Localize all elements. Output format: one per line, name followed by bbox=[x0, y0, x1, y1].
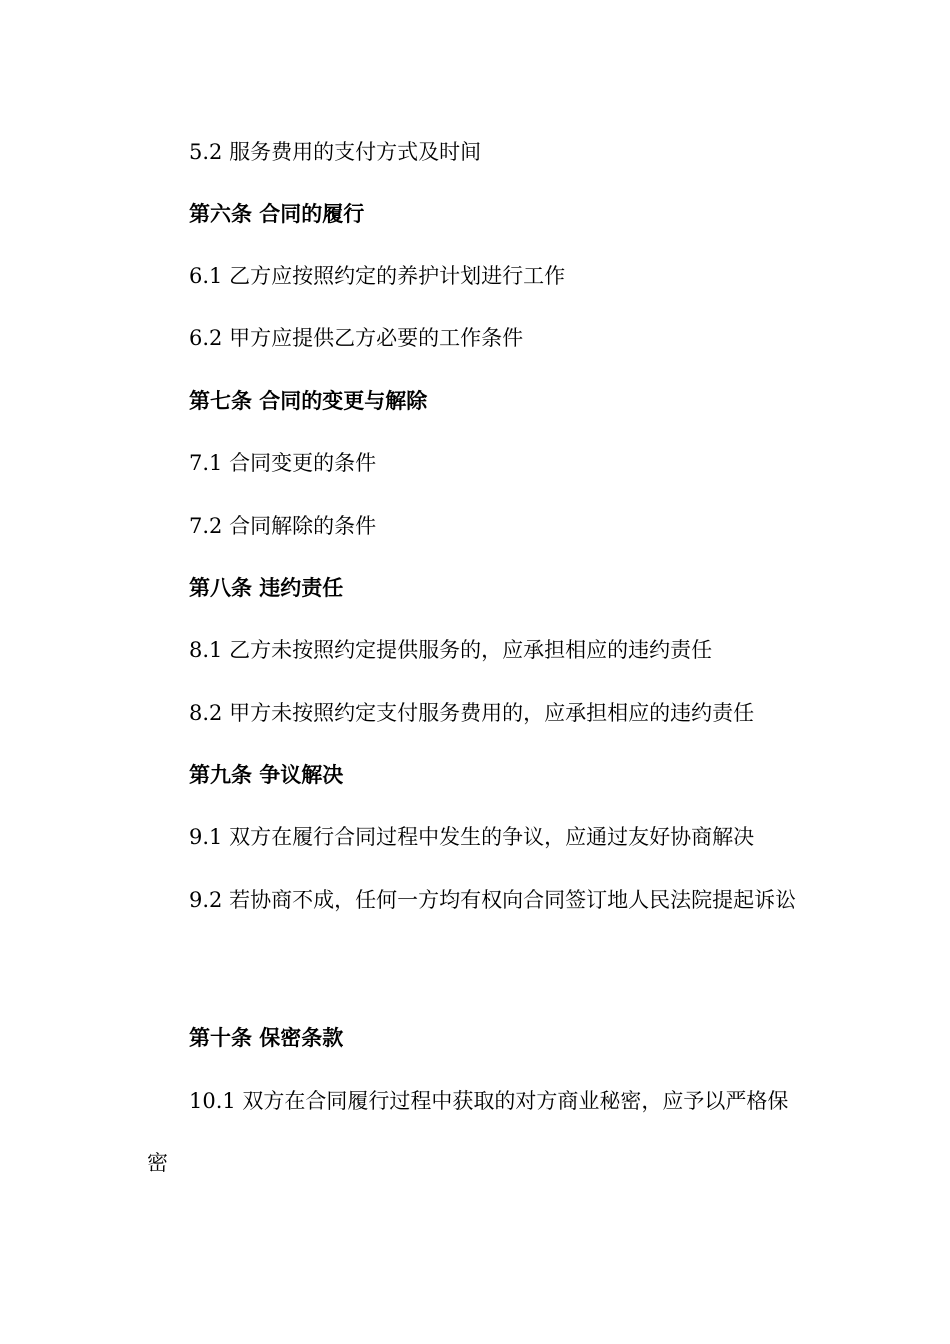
clause-6-1: 6.1 乙方应按照约定的养护计划进行工作 bbox=[189, 264, 566, 288]
article-10-heading: 第十条 保密条款 bbox=[189, 1026, 344, 1050]
article-7-heading: 第七条 合同的变更与解除 bbox=[189, 389, 428, 413]
article-8-heading: 第八条 违约责任 bbox=[189, 576, 344, 600]
clause-5-2: 5.2 服务费用的支付方式及时间 bbox=[189, 140, 482, 164]
clause-6-2: 6.2 甲方应提供乙方必要的工作条件 bbox=[189, 326, 524, 350]
clause-9-1: 9.1 双方在履行合同过程中发生的争议，应通过友好协商解决 bbox=[189, 825, 755, 849]
article-6-heading: 第六条 合同的履行 bbox=[189, 202, 365, 226]
clause-8-1: 8.1 乙方未按照约定提供服务的，应承担相应的违约责任 bbox=[189, 638, 713, 662]
clause-9-2: 9.2 若协商不成，任何一方均有权向合同签订地人民法院提起诉讼 bbox=[189, 888, 797, 912]
clause-7-2: 7.2 合同解除的条件 bbox=[189, 514, 377, 538]
clause-8-2: 8.2 甲方未按照约定支付服务费用的，应承担相应的违约责任 bbox=[189, 701, 755, 725]
clause-10-1: 10.1 双方在合同履行过程中获取的对方商业秘密，应予以严格保密 bbox=[147, 1089, 789, 1175]
article-9-heading: 第九条 争议解决 bbox=[189, 763, 344, 787]
clause-7-1: 7.1 合同变更的条件 bbox=[189, 451, 377, 475]
